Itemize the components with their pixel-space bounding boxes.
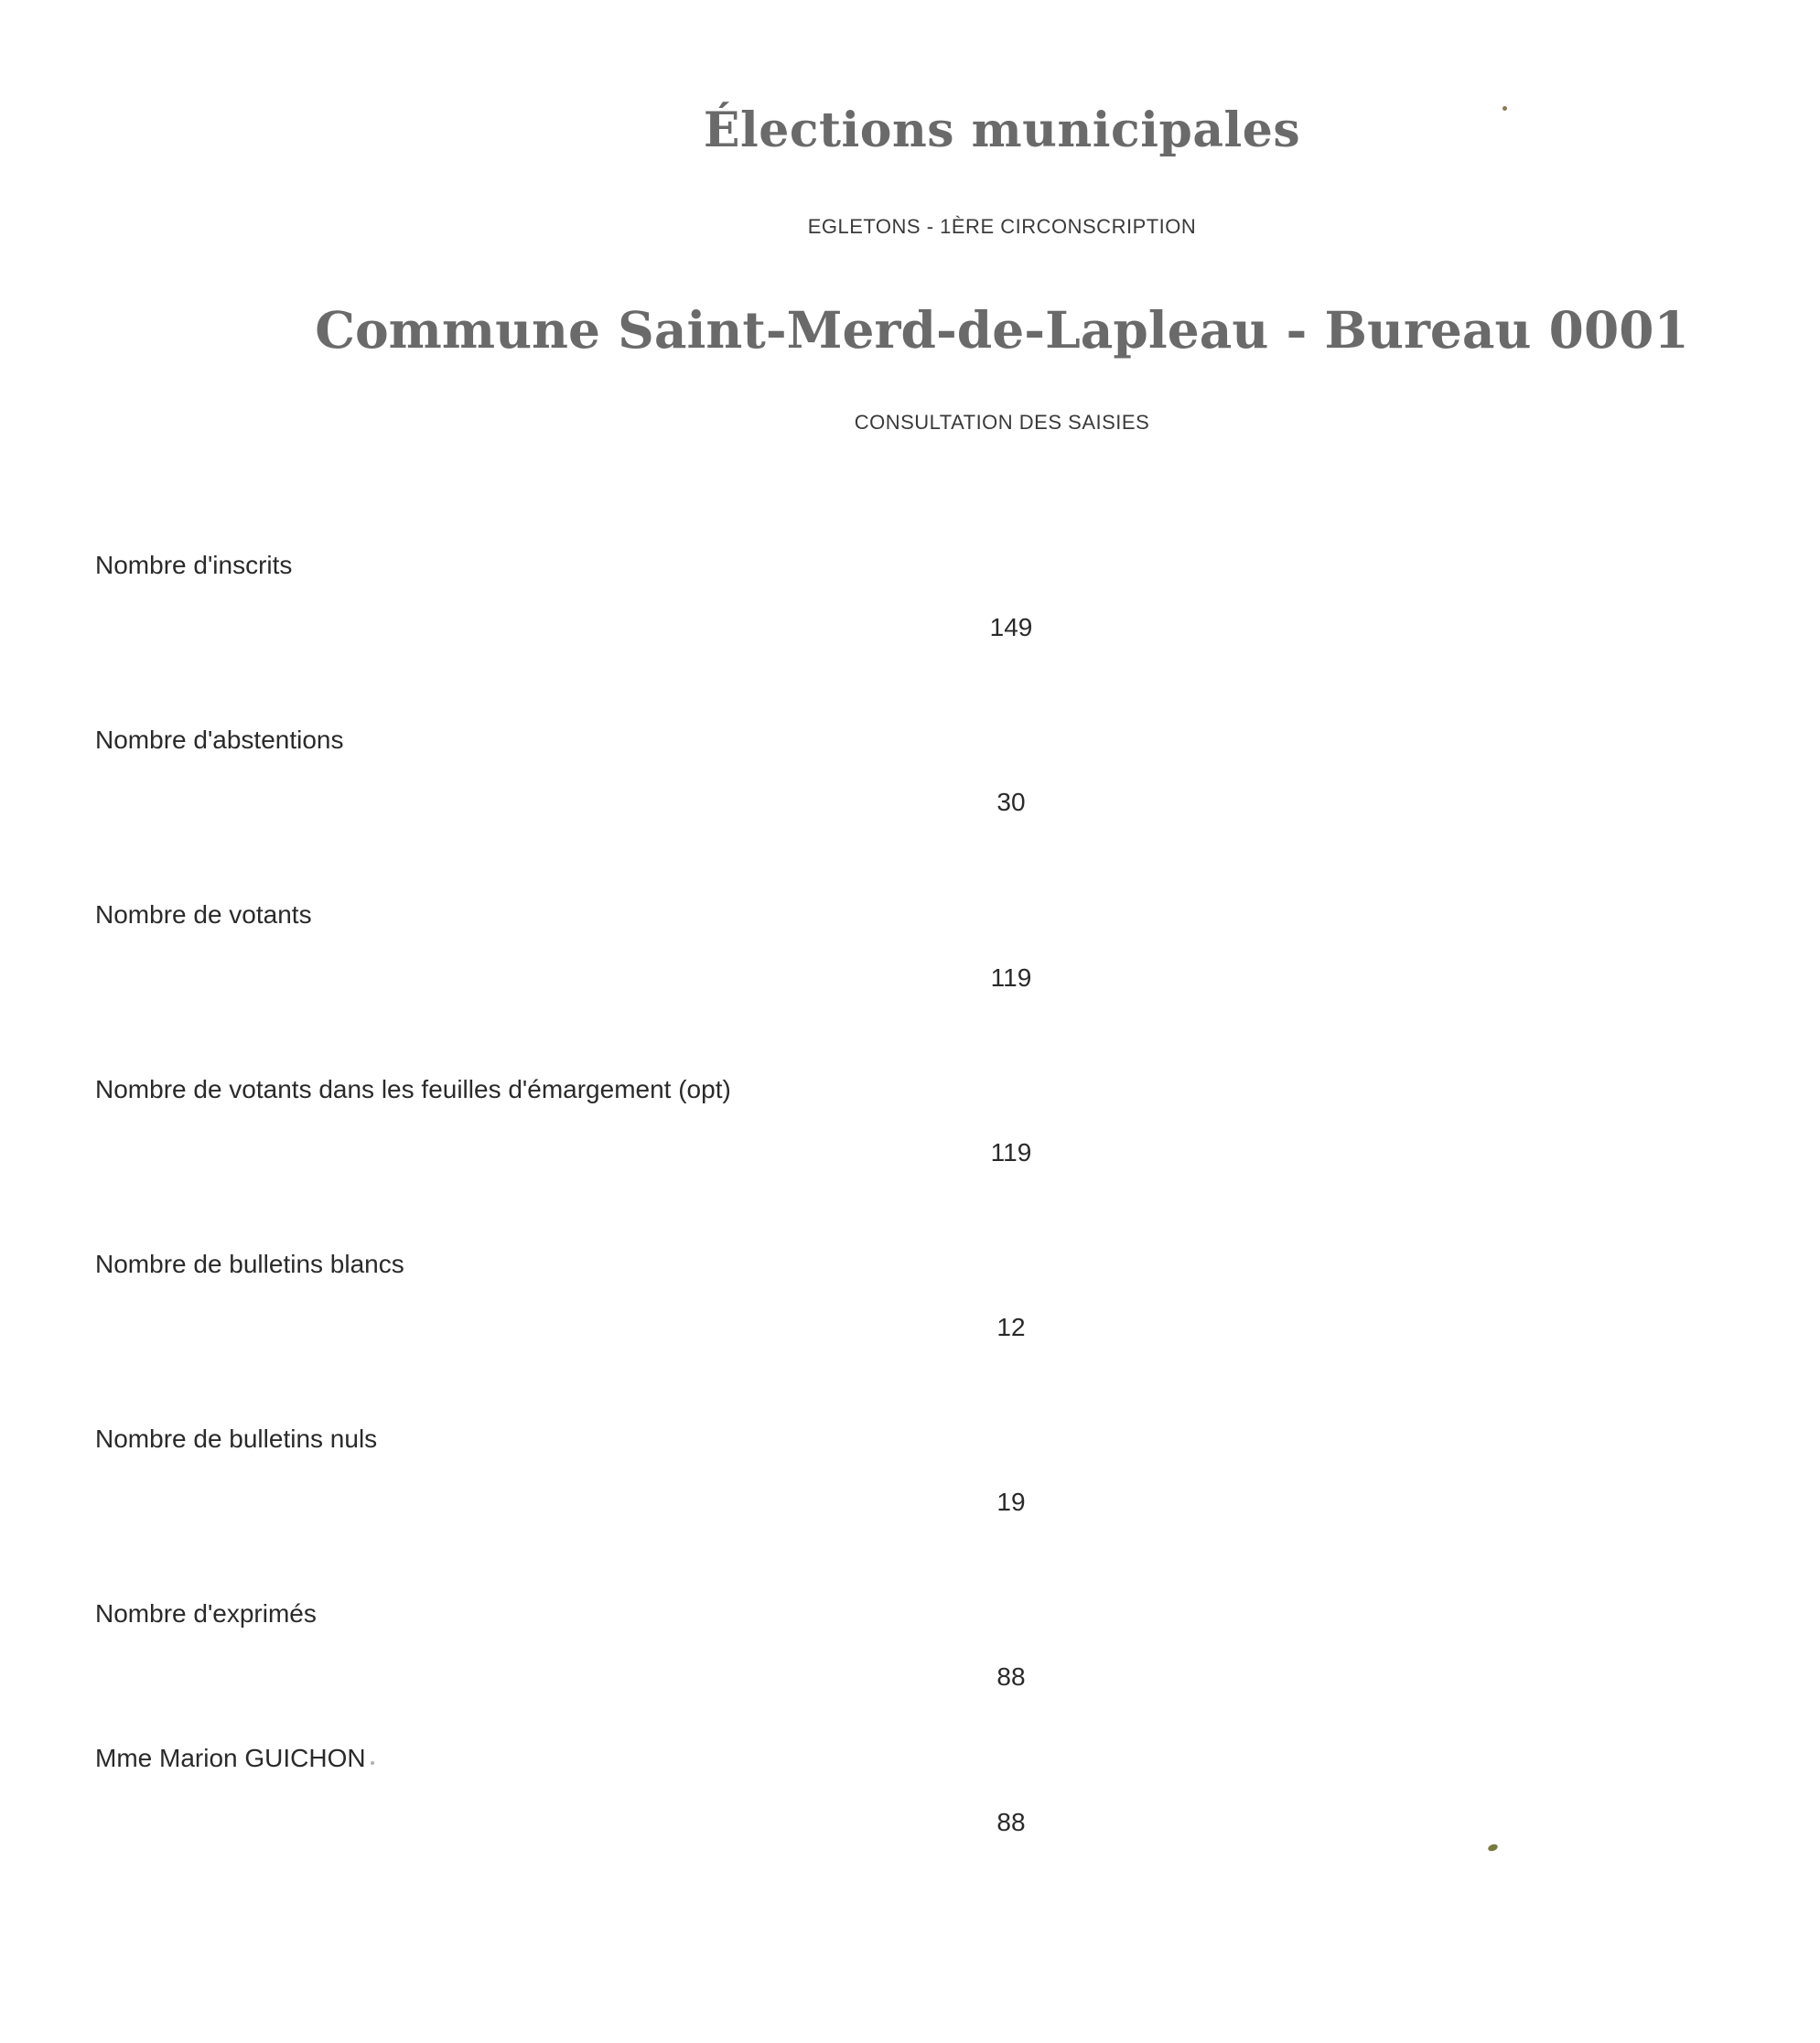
entry-value: 88 — [996, 1662, 1026, 1691]
entry-label: Nombre de votants — [95, 900, 312, 929]
entry-value: 88 — [996, 1808, 1026, 1836]
bureau-title: Commune Saint-Merd-de-Lapleau - Bureau 0001 — [315, 300, 1689, 360]
page-title: Élections municipales — [703, 102, 1301, 158]
entry-value: 30 — [996, 788, 1026, 816]
section-title: CONSULTATION DES SAISIES — [854, 411, 1150, 434]
entry-label: Nombre de votants dans les feuilles d'émargement (opt) — [95, 1075, 731, 1103]
scan-speck — [1487, 1843, 1499, 1852]
scan-speck — [371, 1761, 374, 1765]
entry-value: 19 — [996, 1488, 1026, 1516]
entry-value: 149 — [989, 613, 1033, 641]
entry-label: Nombre d'inscrits — [95, 551, 293, 579]
scan-speck — [1502, 106, 1507, 111]
circonscription-subtitle: EGLETONS - 1ÈRE CIRCONSCRIPTION — [807, 215, 1197, 238]
entry-value: 12 — [996, 1313, 1026, 1341]
entry-value: 119 — [990, 963, 1032, 992]
entry-label: Nombre de bulletins nuls — [95, 1425, 378, 1453]
entry-value: 119 — [990, 1138, 1032, 1167]
entry-label: Nombre de bulletins blancs — [95, 1250, 404, 1278]
entry-label: Nombre d'exprimés — [95, 1599, 317, 1628]
entry-label: Mme Marion GUICHON — [95, 1744, 366, 1772]
entry-label: Nombre d'abstentions — [95, 726, 344, 754]
